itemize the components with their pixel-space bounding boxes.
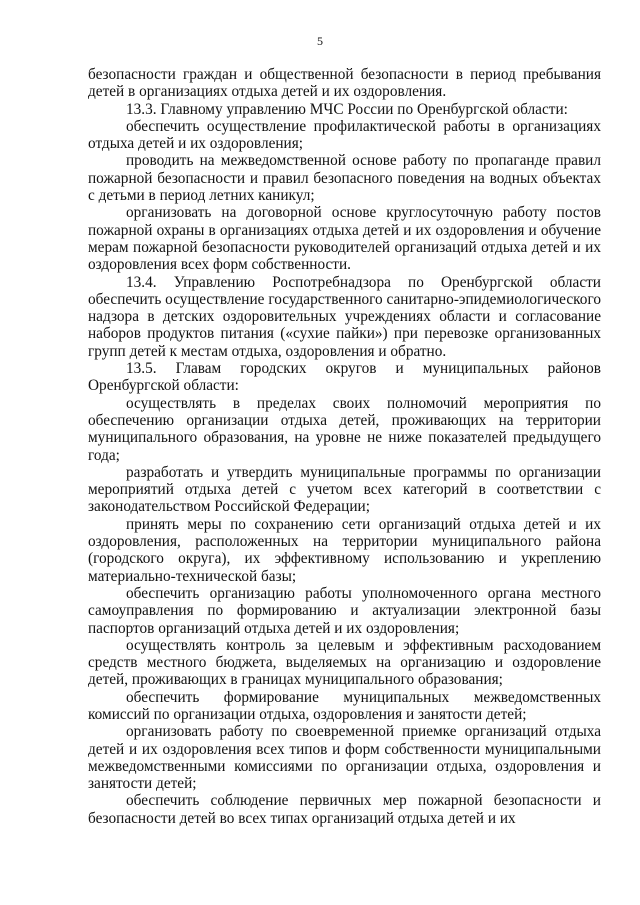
- paragraph-continuation: безопасности граждан и общественной безопасности в период пребывания детей в организациях отдыха детей и их оздоровления.: [88, 66, 601, 101]
- paragraph: обеспечить формирование муниципальных межведомственных комиссий по организации отдыха, оздоровления и занятости детей;: [88, 688, 601, 723]
- document-body: [88, 66, 601, 827]
- paragraph-13-5-heading: 13.5. Главам городских округов и муниципальных районов Оренбургской области:: [88, 360, 601, 395]
- paragraph: осуществлять контроль за целевым и эффективным расходованием средств местного бюджета, выделяемых на организацию и оздоровление детей, проживающих в границах муниципального образования;: [88, 636, 601, 689]
- page-number: 5: [317, 34, 323, 48]
- paragraph-13-4: 13.4. Управлению Роспотребнадзора по Оренбургской области обеспечить осуществление государственного санитарно-эпидемиологического надзора в детских оздоровительных учреждениях области и согласование наборов продуктов питания («сухие пайки») при перевозке организованных групп детей к местам отдыха, оздоровления и обратно.: [88, 273, 601, 360]
- paragraph: обеспечить организацию работы уполномоченного органа местного самоуправления по формированию и актуализации электронной базы паспортов организаций отдыха детей и их оздоровления;: [88, 584, 601, 637]
- paragraph: осуществлять в пределах своих полномочий мероприятия по обеспечению организации отдыха детей, проживающих на территории муниципального образования, на уровне не ниже показателей предыдущего года;: [88, 394, 601, 464]
- paragraph: принять меры по сохранению сети организаций отдыха детей и их оздоровления, расположенных на территории муниципального района (городского округа), их эффективному использованию и укреплению материально-технической базы;: [88, 515, 601, 585]
- paragraph: разработать и утвердить муниципальные программы по организации мероприятий отдыха детей с учетом всех категорий в соответствии с законодательством Российской Федерации;: [88, 463, 601, 516]
- paragraph-13-3-heading: 13.3. Главному управлению МЧС России по Оренбургской области:: [126, 100, 568, 118]
- paragraph: организовать работу по своевременной приемке организаций отдыха детей и их оздоровления всех типов и форм собственности муниципальными межведомственными комиссиями по организации отдыха, оздоровления и занятости детей;: [88, 723, 601, 793]
- paragraph: обеспечить осуществление профилактической работы в организациях отдыха детей и их оздоровления;: [88, 117, 601, 153]
- paragraph: проводить на межведомственной основе работу по пропаганде правил пожарной безопасности и правил безопасного поведения на водных объектах с детьми в период летних каникул;: [88, 152, 601, 205]
- paragraph: организовать на договорной основе круглосуточную работу постов пожарной охраны в организациях отдыха детей и их оздоровления и обучение мерам пожарной безопасности руководителей организаций отдыха детей и их оздоровления всех форм собственности.: [88, 204, 601, 274]
- paragraph-continues: обеспечить соблюдение первичных мер пожарной безопасности и безопасности детей во всех типах организаций отдыха детей и их: [88, 792, 601, 827]
